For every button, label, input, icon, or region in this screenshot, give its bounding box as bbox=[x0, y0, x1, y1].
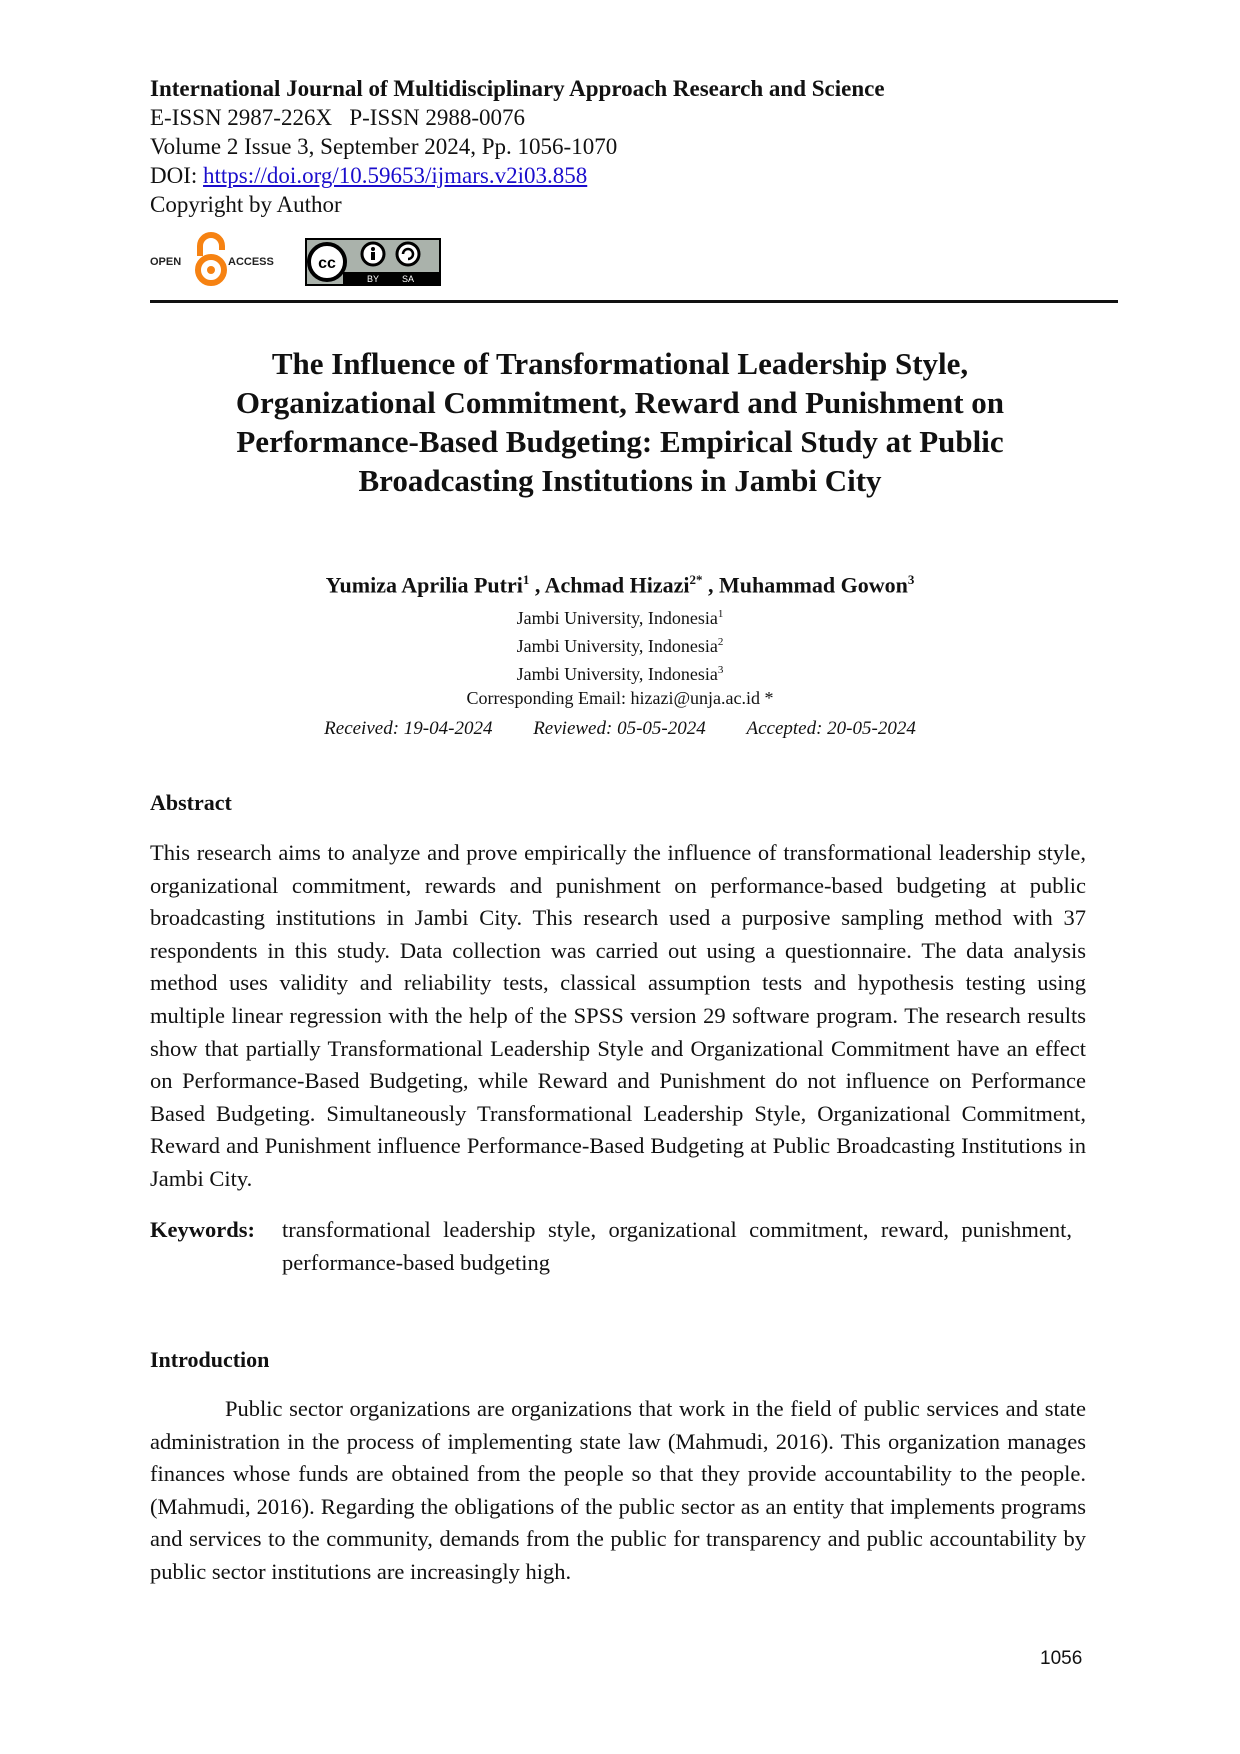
page-number: 1056 bbox=[1040, 1648, 1083, 1669]
journal-doi bbox=[150, 161, 885, 190]
keywords-label: Keywords: bbox=[150, 1217, 255, 1242]
cc-by-sa-icon bbox=[305, 238, 441, 286]
keywords-text: transformational leadership style, organizational commitment, reward, punishment, performance-based budgeting bbox=[282, 1217, 1072, 1275]
paper-title: The Influence of Transformational Leadership Style, Organizational Commitment, Reward and Punishment on Performance-Based Budgeting: Empirical Study at Public Broadcasting Institutions in Jambi City bbox=[235, 346, 1005, 498]
author-superscript: 1 bbox=[522, 572, 530, 587]
affiliation-text: Jambi University, Indonesia bbox=[516, 608, 718, 628]
journal-header bbox=[150, 74, 885, 219]
accepted-date: Accepted: 20-05-2024 bbox=[746, 718, 916, 739]
cc-sa-label: SA bbox=[401, 274, 415, 284]
open-access-left-text: OPEN bbox=[150, 256, 182, 268]
author-list bbox=[150, 572, 1090, 598]
reviewed-date: Reviewed: 05-05-2024 bbox=[533, 718, 706, 739]
corresponding-email: Corresponding Email: hizazi@unja.ac.id * bbox=[466, 688, 774, 708]
author-separator: , bbox=[529, 572, 545, 598]
author-name: Achmad Hizazi bbox=[544, 572, 690, 598]
affiliation bbox=[150, 602, 1090, 630]
author-name: Yumiza Aprilia Putri bbox=[325, 572, 523, 598]
affiliation bbox=[150, 658, 1090, 686]
author-superscript: 3 bbox=[907, 572, 915, 587]
affiliation-list bbox=[150, 602, 1090, 710]
cc-by-label: BY bbox=[366, 274, 380, 284]
open-access-icon bbox=[150, 232, 275, 288]
doi-label: DOI: bbox=[150, 163, 204, 188]
affiliation-superscript: 1 bbox=[717, 608, 724, 620]
author-name: Muhammad Gowon bbox=[718, 572, 908, 598]
abstract-heading: Abstract bbox=[150, 790, 232, 815]
journal-copyright: Copyright by Author bbox=[150, 192, 342, 217]
affiliation-superscript: 2 bbox=[717, 636, 724, 648]
affiliation bbox=[150, 630, 1090, 658]
journal-title: International Journal of Multidisciplinary Approach Research and Science bbox=[150, 76, 885, 101]
affiliation-text: Jambi University, Indonesia bbox=[516, 664, 718, 684]
submission-dates bbox=[150, 718, 1090, 740]
abstract-text: This research aims to analyze and prove empirically the influence of transformational leadership style, organizational commitment, rewards and punishment on performance-based budgeting at public broadcasting institutions in Jambi City. This research used a purposive sampling method with 37 respondents in this study. Data collection was carried out using a questionnaire. The data analysis method uses validity and reliability tests, classical assumption tests and hypothesis testing using multiple linear regression with the help of the SPSS version 29 software program. The research results show that partially Transformational Leadership Style and Organizational Commitment have an effect on Performance-Based Budgeting, while Reward and Punishment do not influence on Performance Based Budgeting. Simultaneously Transformational Leadership Style, Organizational Commitment, Reward and Punishment influence Performance-Based Budgeting at Public Broadcasting Institutions in Jambi City. bbox=[150, 840, 1086, 1191]
journal-issn: E-ISSN 2987-226X P-ISSN 2988-0076 bbox=[150, 105, 526, 130]
doi-link[interactable]: https://doi.org/10.59653/ijmars.v2i03.858 bbox=[203, 163, 588, 188]
affiliation-superscript: 3 bbox=[717, 664, 724, 676]
svg-text:cc: cc bbox=[318, 255, 336, 272]
header-divider bbox=[150, 300, 1118, 303]
affiliation-text: Jambi University, Indonesia bbox=[516, 636, 718, 656]
keywords bbox=[150, 1213, 1086, 1279]
received-date: Received: 19-04-2024 bbox=[324, 718, 493, 739]
introduction-text: Public sector organizations are organizations that work in the field of public services and state administration in the process of implementing state law (Mahmudi, 2016). This organization manages finances whose funds are obtained from the people so that they provide accountability to the people. (Mahmudi, 2016). Regarding the obligations of the public sector as an entity that implements programs and services to the community, demands from the public for transparency and public accountability by public sector institutions are increasingly high. bbox=[150, 1396, 1086, 1584]
journal-volume: Volume 2 Issue 3, September 2024, Pp. 1056-1070 bbox=[150, 134, 618, 159]
author-separator: , bbox=[702, 572, 719, 598]
introduction-heading: Introduction bbox=[150, 1347, 270, 1372]
open-access-right-text: ACCESS bbox=[228, 256, 274, 268]
author-superscript: 2* bbox=[689, 572, 703, 587]
